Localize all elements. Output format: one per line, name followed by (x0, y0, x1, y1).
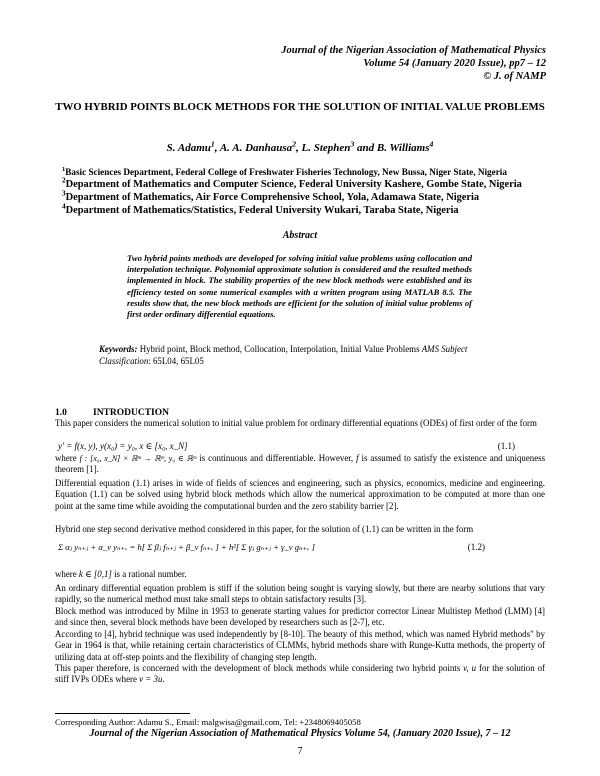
affiliation: $^1$Basic Sciences Department, Federal College of Freshwater Fisheries Technology, New Bussa, Niger State, Nigeria (62, 165, 507, 177)
paragraph: This paper therefore, is concerned with the development of block methods while considering two hybrid points v, u for the solution of stiff IVPs ODEs where v = 3u. (55, 663, 546, 685)
page-footer: Journal of the Nigerian Association of Mathematical Physics Volume 54, (January 2020 Issue), 7 – 12 (89, 728, 511, 739)
journal-copyright: © J. of NAMP (483, 71, 546, 82)
abstract-heading: Abstract (282, 230, 318, 241)
section-number: 1.0 (55, 408, 67, 418)
page-number: 7 (297, 746, 303, 757)
footnote-rule (55, 713, 190, 714)
abstract-text: Two hybrid points methods are developed for solving initial value problems using collocation and interpolation technique. Polynomial approximate solution is considered and the resulted methods implemented in block. The stability properties of the new block methods were established and its efficiency tested on some numerical examples with a written program using MATLAB 8.5. The results show that, the new block methods are efficient for the solution of initial value problems of first order ordinary differential equations. (127, 253, 472, 320)
k-definition: k ∈ [0,1] (78, 569, 112, 579)
section-title: INTRODUCTION (93, 408, 170, 418)
paragraph: where f : [x₀, x_N] × ℝᵐ → ℝᵐ, y₀ ∈ ℝᵐ is continuous and differentiable. However, f is assumed to satisfy the existence and uniqueness theorem [1]. (55, 453, 546, 475)
paragraph: Hybrid one step second derivative method considered in this paper, for the solution of (1.1) can be written in the form (55, 524, 474, 534)
corresponding-author: Corresponding Author: Adamu S., Email: malgwisa@gmail.com, Tel: +2348069405058 (55, 717, 361, 727)
paragraph: Block method was introduced by Milne in 1953 to generate starting values for predictor corrector Linear Multistep Method (LMM) [4] and since then, several block methods have been developed by researchers such as [2-7], etc. (55, 606, 545, 628)
author-list: S. Adamu$^1$, A. A. Danhausa$^2$, L. Stephen$^3$ and B. Williams$^4$ (166, 139, 434, 154)
journal-name: Journal of the Nigerian Association of Mathematical Physics (281, 45, 546, 56)
keywords (99, 344, 499, 367)
author-name: S. Adamu (166, 142, 211, 154)
section-heading (55, 408, 169, 418)
author-name: L. Stephen (301, 142, 351, 154)
affiliation: $^3$Department of Mathematics, Air Force Comprehensive School, Yola, Adamawa State, Nigeria (62, 189, 480, 203)
equation-number: (1.2) (467, 542, 485, 552)
function-definition: f : [x₀, x_N] × ℝᵐ → ℝᵐ, y₀ ∈ ℝᵐ (79, 454, 197, 463)
equation-number: (1.1) (497, 441, 515, 451)
paper-title: TWO HYBRID POINTS BLOCK METHODS FOR THE SOLUTION OF INITIAL VALUE PROBLEMS (55, 101, 545, 113)
paragraph: where k ∈ [0,1] is a rational number. (55, 569, 187, 579)
journal-header (281, 44, 546, 83)
hybrid-points: v, u (463, 663, 477, 673)
author-name: A. A. Danhausa (219, 142, 293, 154)
ams-label: AMS Subject Classification (99, 344, 468, 366)
equation-1-1: y′ = f(x, y), y(x₀) = y₀, x ∈ [x₀, x_N] (58, 441, 188, 451)
paragraph: An ordinary differential equation problem is stiff if the solution being sought is varying slowly, but there are nearby solutions that vary rapidly, so the numerical method must take small steps to obtain satisfactory results [3]. (55, 583, 545, 605)
paragraph: According to [4], hybrid technique was used independently by [8-10]. The beauty of this method, which was named Hybrid methods" by Gear in 1964 is that, while retaining certain characteristics of CLMMs, hybrid methods share with Runge-Kutta methods, the property of utilizing data at off-step points and the flexibility of changing step length. (55, 629, 545, 662)
affiliation: $^4$Department of Mathematics/Statistics, Federal University Wukari, Taraba State, Nigeria (62, 202, 459, 216)
ams-codes: : 65L04, 65L05 (148, 355, 204, 366)
equation-1-2: Σ αⱼ yₙ₊ⱼ + α_v yₙ₊ᵥ = h[ Σ βⱼ fₙ₊ⱼ + β_v fₙ₊ᵥ ] + h²[ Σ γⱼ gₙ₊ⱼ + γ_v gₙ₊ᵥ ] (58, 542, 315, 552)
affiliation: $^2$Department of Mathematics and Computer Science, Federal University Kashere, Gombe State, Nigeria (62, 176, 522, 190)
v-relation: v = 3u (139, 674, 163, 685)
journal-volume: Volume 54 (January 2020 Issue), pp7 – 12 (363, 58, 546, 69)
keywords-text: Hybrid point, Block method, Collocation, Interpolation, Initial Value Problems (137, 344, 422, 354)
paragraph: This paper considers the numerical solution to initial value problem for ordinary differential equations (ODEs) of first order of the form (55, 418, 537, 428)
keywords-label: Keywords: (99, 344, 138, 354)
paragraph: Differential equation (1.1) arises in wide of fields of sciences and engineering, such as physics, economics, medicine and engineering. Equation (1.1) can be solved using hybrid block methods which allow the numerical approximation to be computed at more than one point at the same time while avoiding the computational burden and the zero stability barrier [2]. (55, 478, 545, 511)
author-name: B. Williams (376, 142, 430, 154)
